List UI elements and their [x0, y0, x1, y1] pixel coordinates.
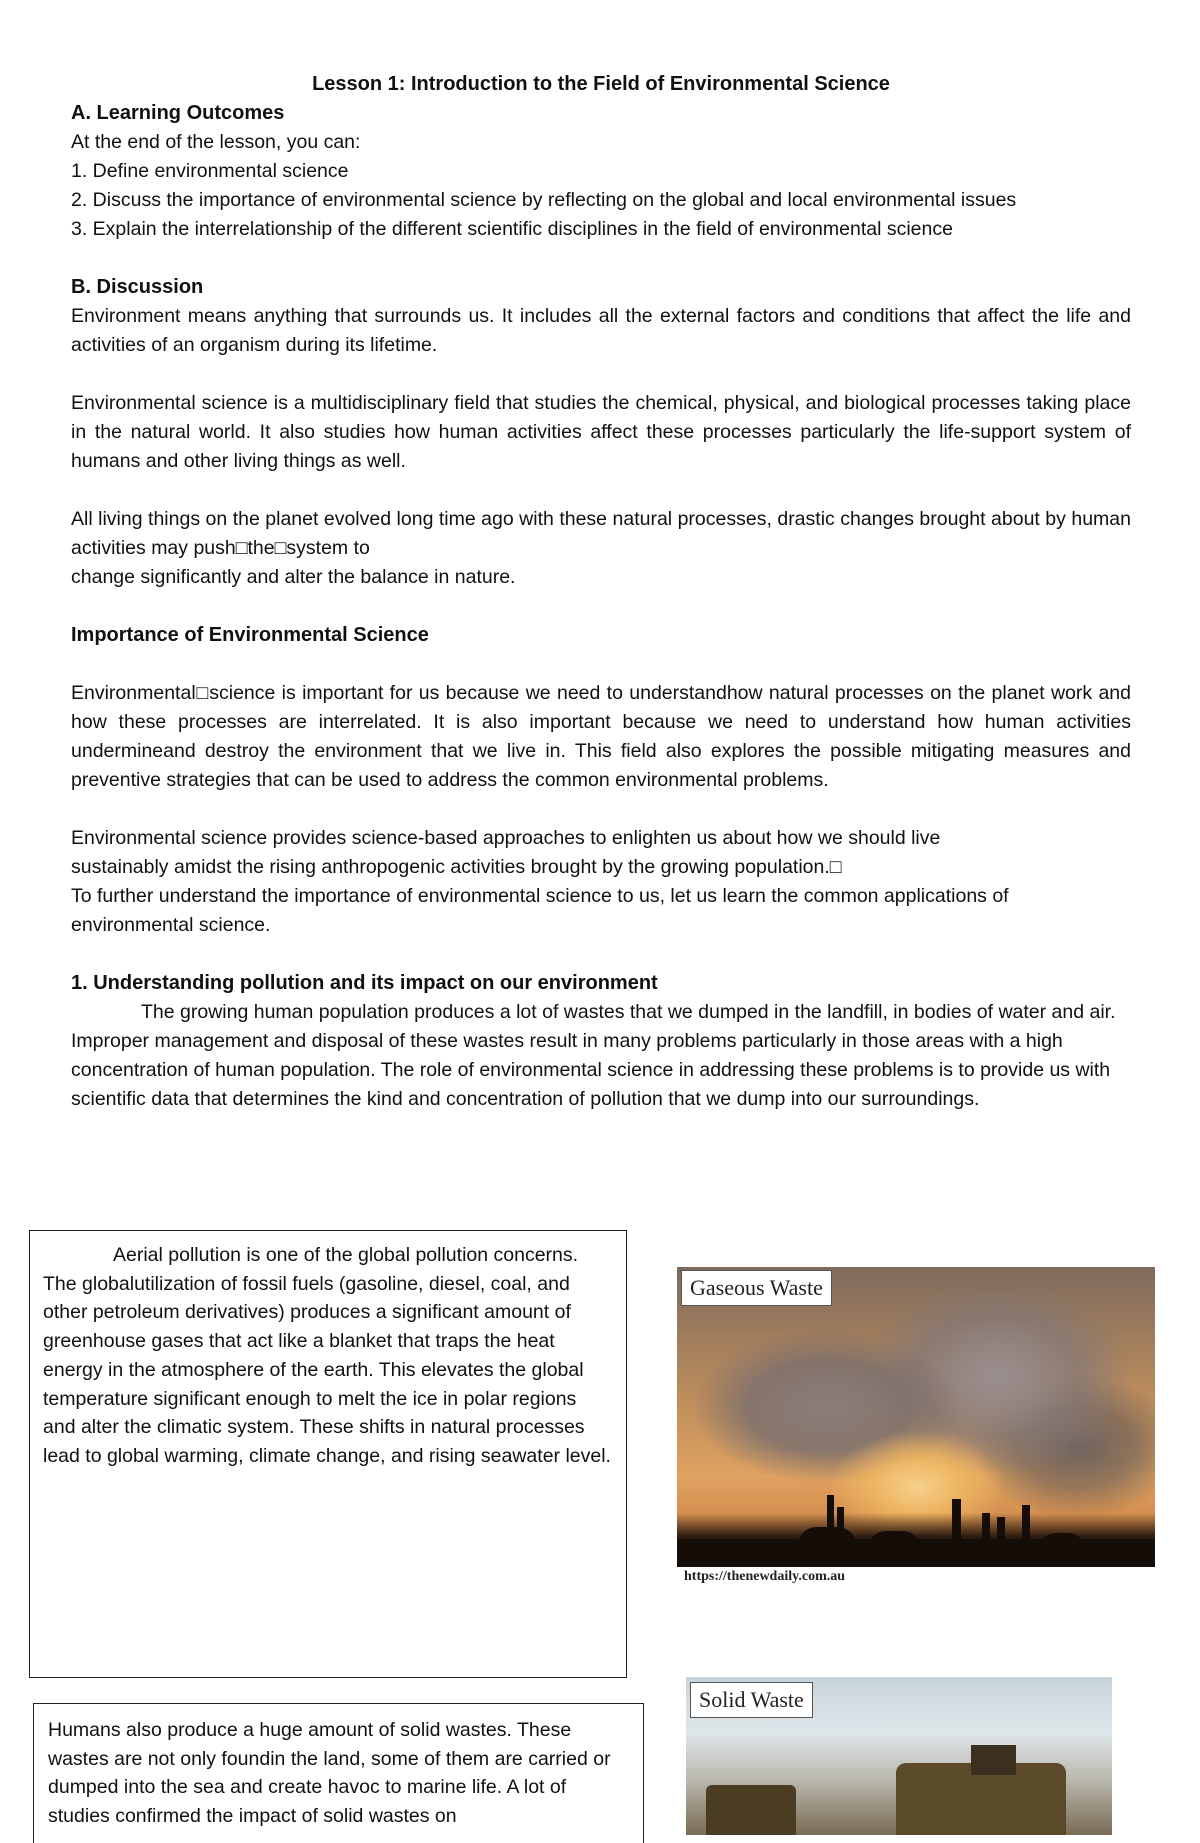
importance-heading: Importance of Environmental Science — [71, 624, 429, 646]
aerial-pollution-box — [29, 1230, 627, 1678]
outcome-item: 1. Define environmental science — [71, 160, 349, 182]
cooling-tower — [797, 1527, 857, 1567]
solid-waste-box — [33, 1703, 644, 1843]
lesson-title: Lesson 1: Introduction to the Field of Environmental Science — [312, 73, 890, 95]
solid-waste-label: Solid Waste — [690, 1682, 813, 1718]
discussion-heading: B. Discussion — [71, 276, 204, 298]
outcomes-intro: At the end of the lesson, you can: — [71, 131, 361, 153]
learning-outcomes-heading: A. Learning Outcomes — [71, 102, 285, 124]
pollution-heading: 1. Understanding pollution and its impact on our environment — [71, 972, 658, 994]
outcomes-list — [71, 157, 1131, 244]
importance-paragraph: Environmental science provides science-based approaches to enlighten us about how we should live — [71, 827, 941, 849]
discussion-paragraph: Environmental science is a multidisciplinary field that studies the chemical, physical, and biological processes taking place in the natural world. It also studies how human activities affect these processes particularly the life-support system of humans and other living things as well. — [71, 392, 1131, 472]
importance-paragraph-cont: sustainably amidst the rising anthropogenic activities brought by the growing population.□ — [71, 856, 842, 878]
solid-waste-text: Humans also produce a huge amount of solid wastes. These wastes are not only foundin the land, some of them are carried or dumped into the sea and create havoc to marine life. A lot of studies confirmed the impact of solid wastes on — [48, 1719, 611, 1828]
outcome-item: 3. Explain the interrelationship of the different scientific disciplines in the field of environmental science — [71, 218, 953, 240]
gaseous-waste-photo — [677, 1267, 1155, 1567]
loader-cab — [971, 1745, 1016, 1775]
document-body — [71, 70, 1131, 1114]
discussion-paragraph: Environment means anything that surrounds us. It includes all the external factors and conditions that affect the life and activities of an organism during its lifetime. — [71, 305, 1131, 356]
bulldozer — [706, 1785, 796, 1835]
discussion-paragraph: All living things on the planet evolved long time ago with these natural processes, drastic changes brought about by human activities may push□the□system to — [71, 508, 1131, 559]
cooling-tower — [867, 1531, 922, 1567]
pollution-paragraph: The growing human population produces a lot of wastes that we dumped in the landfill, in bodies of water and air. Improper management and disposal of these wastes result in many problems particularly in those areas with a high concentration of human population. The role of environmental science in addressing these problems is to provide us with scientific data that determines the kind and concentration of pollution that we dump into our surroundings. — [71, 1001, 1116, 1110]
gaseous-waste-label: Gaseous Waste — [681, 1270, 832, 1306]
cooling-tower — [1037, 1533, 1087, 1567]
discussion-paragraph-cont: change significantly and alter the balance in nature. — [71, 566, 516, 588]
aerial-pollution-text: Aerial pollution is one of the global pollution concerns. The globalutilization of fossil fuels (gasoline, diesel, coal, and other petroleum derivatives) produces a significant amount of greenhouse gases that act like a blanket that traps the heat energy in the atmosphere of the earth. This elevates the global temperature significant enough to melt the ice in polar regions and alter the climatic system. These shifts in natural processes lead to global warming, climate change, and rising seawater level. — [43, 1244, 611, 1467]
outcome-item: 2. Discuss the importance of environmental science by reflecting on the global and local environmental issues — [71, 189, 1017, 211]
importance-paragraph: Environmental□science is important for us because we need to understandhow natural processes on the planet work and how these processes are interrelated. It is also important because we need to understand how human activities undermineand destroy the environment that we live in. This field also explores the possible mitigating measures and preventive strategies that can be used to address the common environmental problems. — [71, 682, 1131, 791]
solid-waste-photo — [686, 1677, 1112, 1835]
photo-credit: https://thenewdaily.com.au — [684, 1569, 846, 1584]
importance-paragraph: To further understand the importance of environmental science to us, let us learn the common applications of environmental science. — [71, 885, 1009, 936]
